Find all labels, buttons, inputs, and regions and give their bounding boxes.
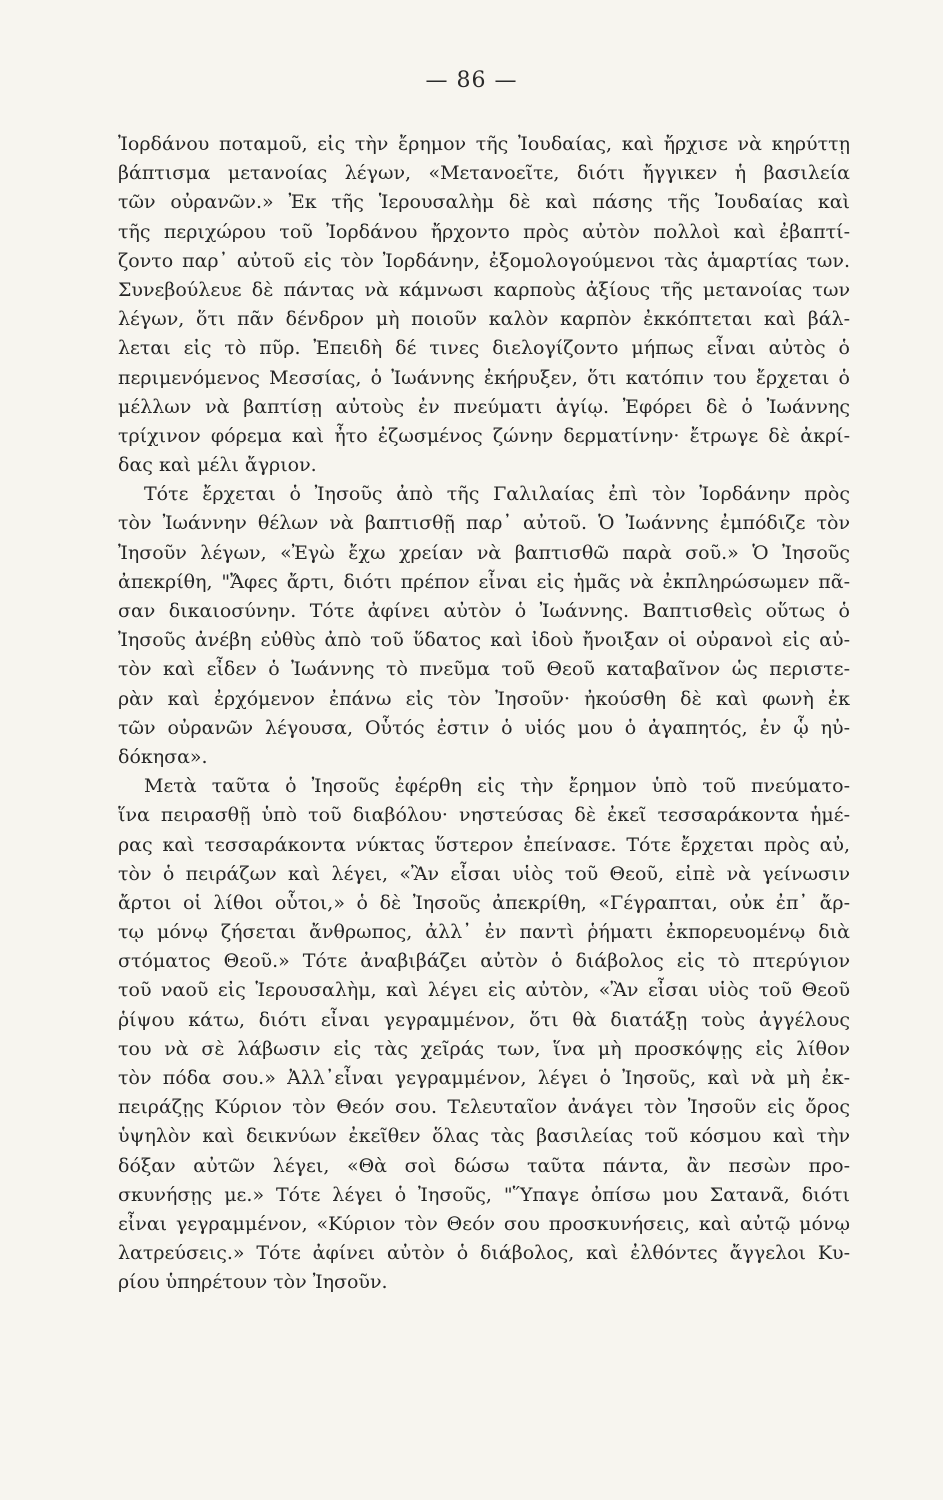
text-line: δόκησα». <box>118 745 208 768</box>
text-line: ῥίψου κάτω, διότι εἶναι γεγραμμένον, ὅτι θὰ διατάξῃ τοὺς ἀγγέλους <box>118 1008 850 1031</box>
text-line: του νὰ σὲ λάβωσιν εἰς τὰς χεῖράς των, ἵνα μὴ προσκόψῃς εἰς λίθον <box>118 1037 850 1060</box>
text-line: τὸν καὶ εἶδεν ὁ Ἰωάννης τὸ πνεῦμα τοῦ Θεοῦ καταβαῖνον ὡς περιστε- <box>118 658 850 681</box>
text-line: σαν δικαιοσύνην. Τότε ἀφίνει αὐτὸν ὁ Ἰωάννης. Βαπτισθεὶς οὕτως ὁ <box>118 600 850 622</box>
text-line: τρίχινον φόρεμα καὶ ἦτο ἐζωσμένος ζώνην δερματίνην· ἔτρωγε δὲ ἀκρί- <box>118 424 850 447</box>
text-line: βάπτισμα μετανοίας λέγων, «Μετανοεῖτε, διότι ἤγγικεν ἡ βασιλεία <box>118 162 850 185</box>
text-line: μέλλων νὰ βαπτίσῃ αὐτοὺς ἐν πνεύματι ἁγίῳ. Ἐφόρει δὲ ὁ Ἰωάννης <box>118 395 850 418</box>
text-line: περιμενόμενος Μεσσίας, ὁ Ἰωάννης ἐκήρυξεν, ὅτι κατόπιν του ἔρχεται ὁ <box>118 366 850 389</box>
text-line: τοῦ ναοῦ εἰς Ἱερουσαλὴμ, καὶ λέγει εἰς αὐτὸν, «Ἂν εἶσαι υἱὸς τοῦ Θεοῦ <box>118 979 850 1002</box>
text-line: λεται εἰς τὸ πῦρ. Ἐπειδὴ δέ τινες διελογίζοντο μήπως εἶναι αὐτὸς ὁ <box>118 337 850 360</box>
text-line: τῶν οὐρανῶν.» Ἐκ τῆς Ἱερουσαλὴμ δὲ καὶ πάσης τῆς Ἰουδαίας καὶ <box>118 191 850 214</box>
body-text <box>118 130 850 1298</box>
text-line: τῶν οὐρανῶν λέγουσα, Οὗτός ἐστιν ὁ υἱός μου ὁ ἀγαπητός, ἐν ᾧ ηὐ- <box>118 716 850 739</box>
text-line: Ἰησοῦν λέγων, «Ἐγὼ ἔχω χρείαν νὰ βαπτισθῶ παρὰ σοῦ.» Ὁ Ἰησοῦς <box>118 541 850 564</box>
text-line: τὸν πόδα σου.» Ἀλλ᾽εἶναι γεγραμμένον, λέγει ὁ Ἰησοῦς, καὶ νὰ μὴ ἐκ- <box>118 1067 850 1089</box>
text-line: τῆς περιχώρου τοῦ Ἰορδάνου ἤρχοντο πρὸς αὐτὸν πολλοὶ καὶ ἐβαπτί- <box>118 220 850 243</box>
text-line: ζοντο παρ᾽ αὐτοῦ εἰς τὸν Ἰορδάνην, ἐξομολογούμενοι τὰς ἁμαρτίας των. <box>118 249 850 272</box>
text-line: Μετὰ ταῦτα ὁ Ἰησοῦς ἐφέρθη εἰς τὴν ἔρημον ὑπὸ τοῦ πνεύματο- <box>144 775 850 798</box>
text-line: ἀπεκρίθη, "Ἄφες ἄρτι, διότι πρέπον εἶναι εἰς ἡμᾶς νὰ ἐκπληρώσωμεν πᾶ- <box>118 570 850 593</box>
text-line: τὸν ὁ πειράζων καὶ λέγει, «Ἂν εἶσαι υἱὸς τοῦ Θεοῦ, εἰπὲ νὰ γείνωσιν <box>118 862 850 885</box>
text-line: Τότε ἔρχεται ὁ Ἰησοῦς ἀπὸ τῆς Γαλιλαίας ἐπὶ τὸν Ἰορδάνην πρὸς <box>144 483 850 506</box>
text-line: λατρεύσεις.» Τότε ἀφίνει αὐτὸν ὁ διάβολος, καὶ ἐλθόντες ἄγγελοι Κυ- <box>118 1242 850 1265</box>
text-line: Ἰορδάνου ποταμοῦ, εἰς τὴν ἔρημον τῆς Ἰουδαίας, καὶ ἤρχισε νὰ κηρύττῃ <box>118 133 850 155</box>
text-line: εἶναι γεγραμμένον, «Κύριον τὸν Θεόν σου προσκυνήσεις, καὶ αὐτῷ μόνῳ <box>118 1212 850 1235</box>
text-line: ἄρτοι οἱ λίθοι οὗτοι,» ὁ δὲ Ἰησοῦς ἀπεκρίθη, «Γέγραπται, οὐκ ἐπ᾽ ἄρ- <box>118 891 850 914</box>
text-line: Συνεβούλευε δὲ πάντας νὰ κάμνωσι καρποὺς ἀξίους τῆς μετανοίας των <box>118 278 850 301</box>
text-line: πειράζῃς Κύριον τὸν Θεόν σου. Τελευταῖον ἀνάγει τὸν Ἰησοῦν εἰς ὄρος <box>118 1096 850 1119</box>
text-line: δόξαν αὐτῶν λέγει, «Θὰ σοὶ δώσω ταῦτα πάντα, ἂν πεσὼν προ- <box>118 1154 850 1177</box>
text-line: τῳ μόνῳ ζήσεται ἄνθρωπος, ἀλλ᾽ ἐν παντὶ ῥήματι ἐκπορευομένῳ διὰ <box>118 921 850 944</box>
text-line: σκυνήσῃς με.» Τότε λέγει ὁ Ἰησοῦς, "Ὕπαγε ὀπίσω μου Σατανᾶ, διότι <box>118 1183 850 1206</box>
text-line: ρίου ὑπηρέτουν τὸν Ἰησοῦν. <box>118 1271 388 1294</box>
text-line: στόματος Θεοῦ.» Τότε ἀναβιβάζει αὐτὸν ὁ διάβολος εἰς τὸ πτερύγιον <box>118 950 850 973</box>
text-line: ὑψηλὸν καὶ δεικνύων ἐκεῖθεν ὅλας τὰς βασιλείας τοῦ κόσμου καὶ τὴν <box>118 1125 850 1148</box>
text-line: Ἰησοῦς ἀνέβη εὐθὺς ἀπὸ τοῦ ὕδατος καὶ ἰδοὺ ἤνοιξαν οἱ οὐρανοὶ εἰς αὐ- <box>118 629 850 652</box>
text-line: ἵνα πειρασθῇ ὑπὸ τοῦ διαβόλου· νηστεύσας δὲ ἐκεῖ τεσσαράκοντα ἡμέ- <box>118 804 850 827</box>
page-number: — 86 — <box>425 68 518 93</box>
text-line: ρὰν καὶ ἐρχόμενον ἐπάνω εἰς τὸν Ἰησοῦν· ἠκούσθη δὲ καὶ φωνὴ ἐκ <box>118 687 850 710</box>
text-line: ρας καὶ τεσσαράκοντα νύκτας ὕστερον ἐπείνασε. Τότε ἔρχεται πρὸς αὐ, <box>118 833 850 856</box>
text-line: δας καὶ μέλι ἄγριον. <box>118 454 317 477</box>
text-line: τὸν Ἰωάννην θέλων νὰ βαπτισθῇ παρ᾽ αὐτοῦ. Ὁ Ἰωάννης ἐμπόδιζε τὸν <box>118 512 850 535</box>
text-line: λέγων, ὅτι πᾶν δένδρον μὴ ποιοῦν καλὸν καρπὸν ἐκκόπτεται καὶ βάλ- <box>118 308 850 331</box>
